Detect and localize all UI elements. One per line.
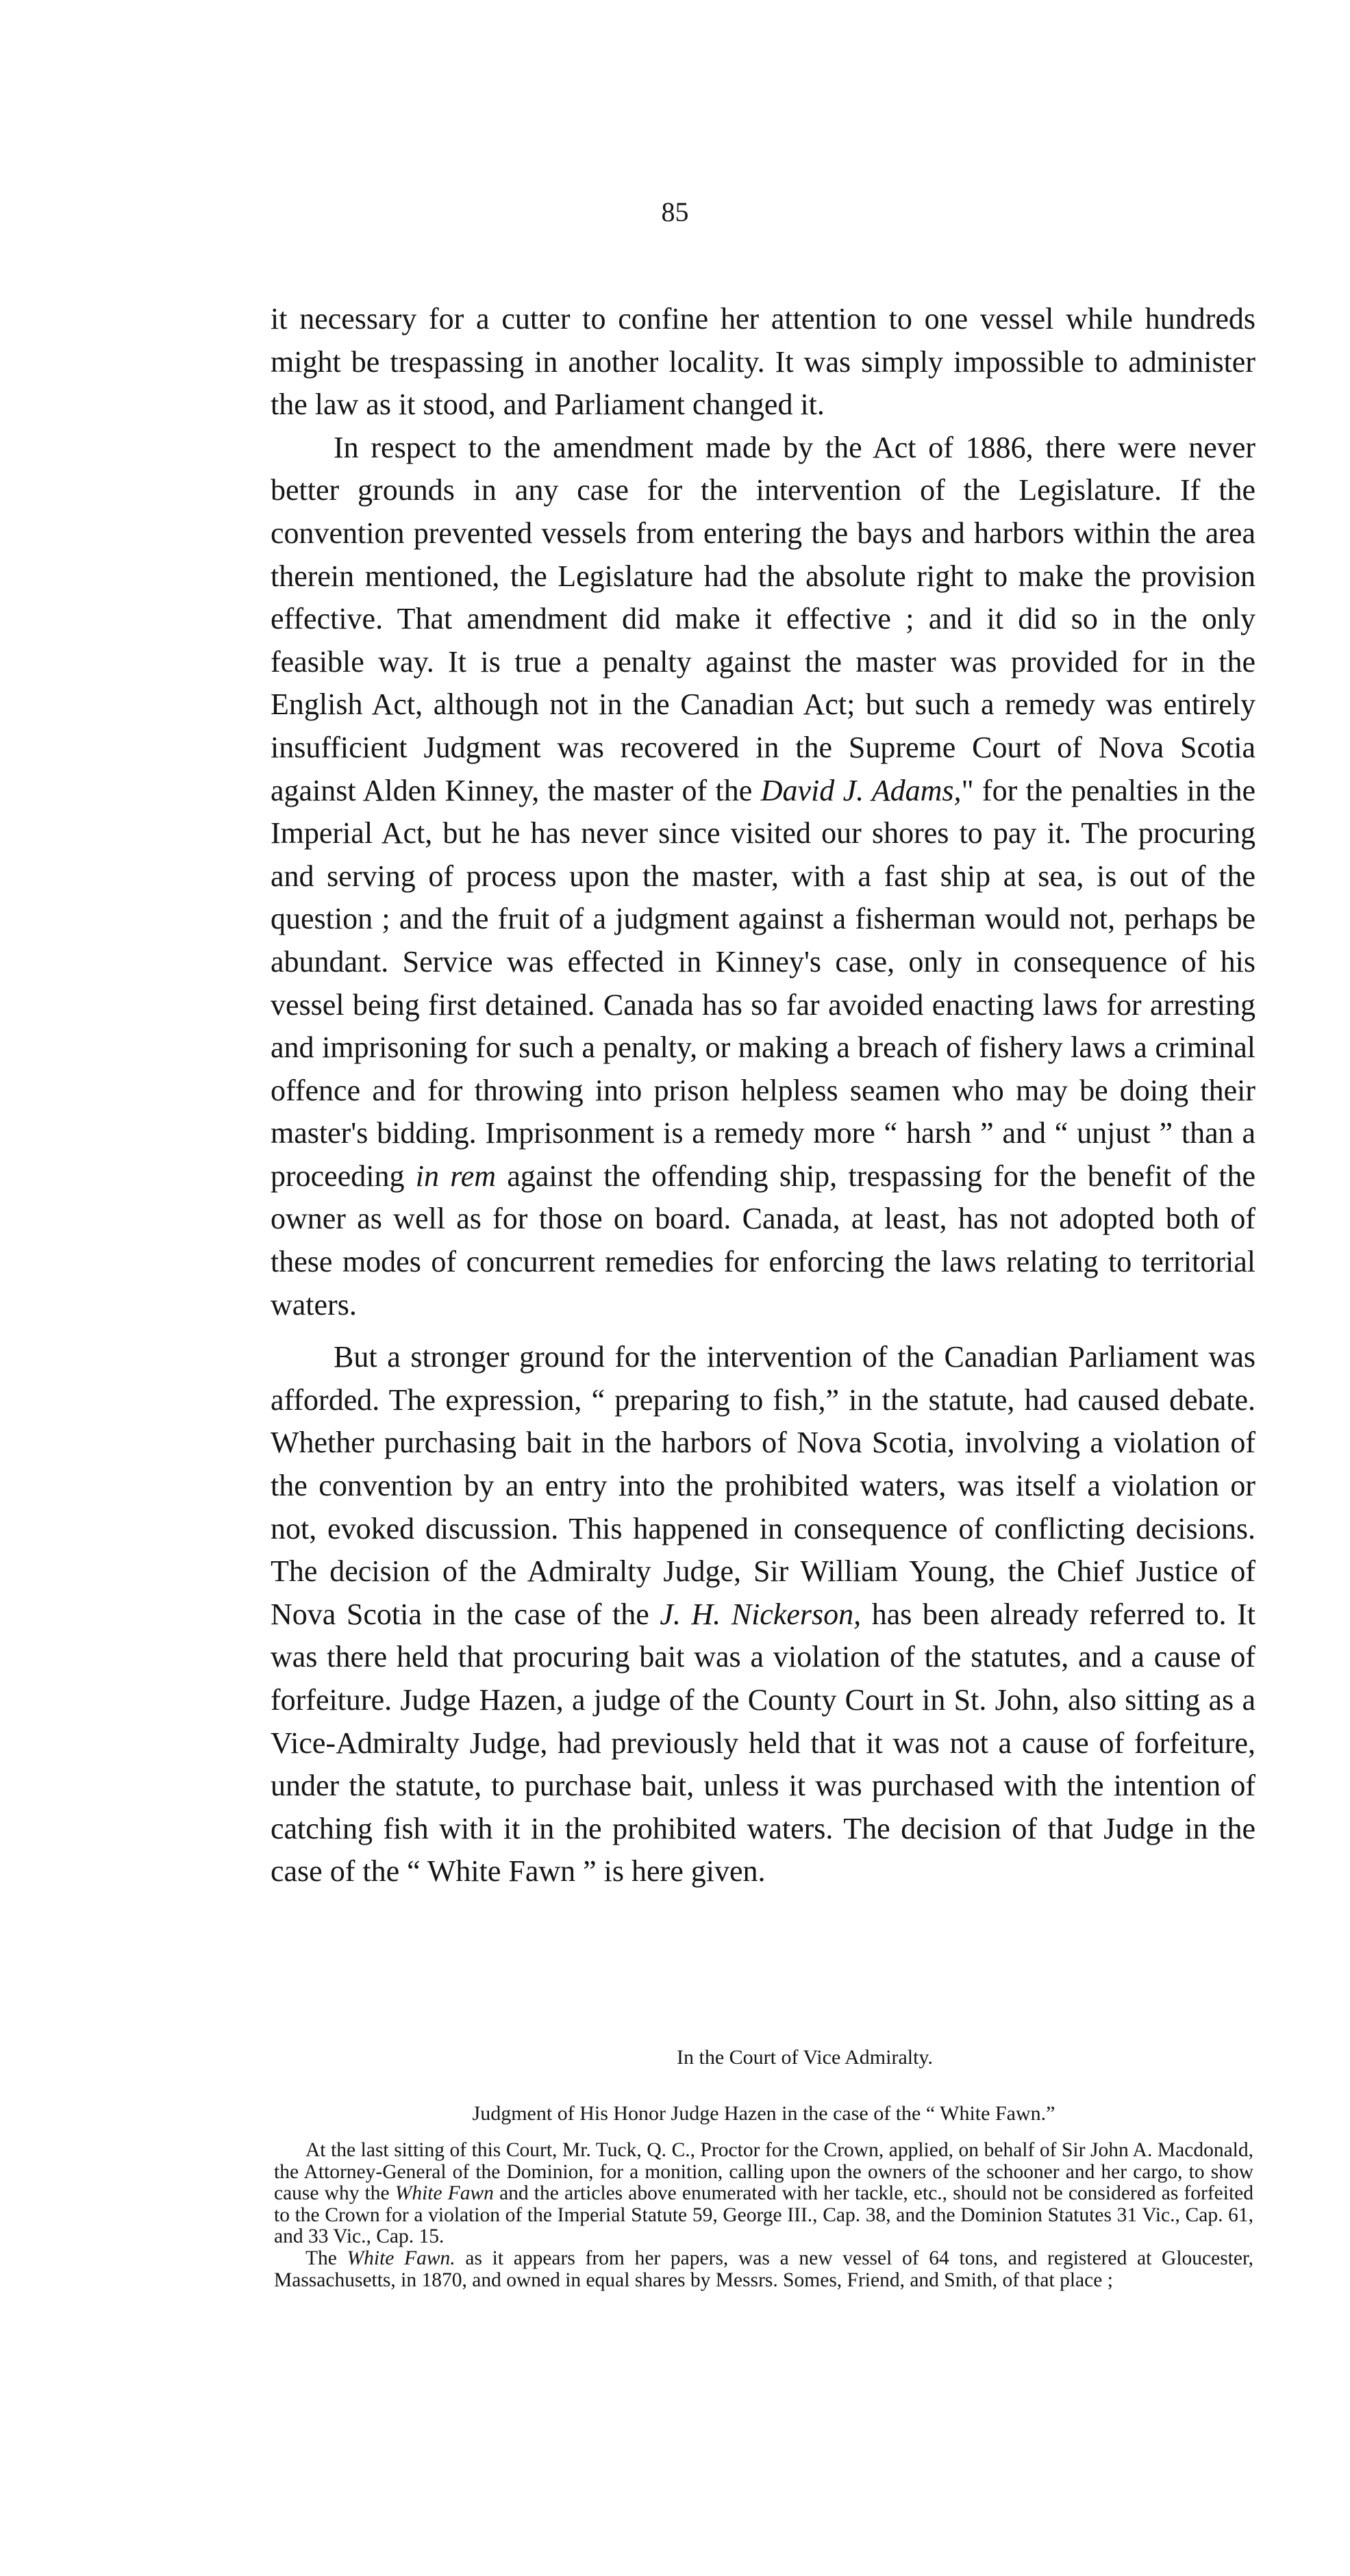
body-paragraph bbox=[271, 298, 1255, 427]
page-number: 85 bbox=[661, 197, 689, 227]
text-run: At the last sitting of this Court, Mr. Tuck, Q. C., Proctor for the Crown, applied, on behalf of Sir John A. Macdonald, the Attorney-General of the Dominion, for a monition, calling upon the owners of the schooner and her cargo, to show cause why the bbox=[274, 2139, 1253, 2205]
text-run: as it appears from her papers, was a new vessel of 64 tons, and registered at Gloucester, Massachusetts, in 1870, and owned in equal shares by Messrs. Somes, Friend, and Smith, of that place ; bbox=[274, 2247, 1254, 2291]
body-paragraph bbox=[271, 427, 1255, 1326]
italic-text: J. H. Nickerson, bbox=[660, 1597, 862, 1631]
text-run: and the articles above enumerated with her tackle, etc., should not be considered as forfeited to the Crown for a violation of the Imperial Statute 59, George III., Cap. 38, and the Dominion Statutes 31 Vic., Cap. 61, and 33 Vic., Cap. 15. bbox=[274, 2182, 1254, 2248]
text-run: In respect to the amendment made by the Act of 1886, there were never better grounds in any case for the intervention of the Legislature. If the convention prevented vessels from entering the bays and harbors within the area therein mentioned, the Legislature had the absolute right to make the provision effective. That amendment did make it effective ; and it did so in the only feasible way. It is true a penalty against the master was provided for in the English Act, although not in the Canadian Act; but such a remedy was entirely insufficient Judgment was recovered in the Supreme Court of Nova Scotia against Alden Kinney, the master of the bbox=[271, 430, 1255, 807]
text-run: " for the penalties in the Imperial Act, but he has never since visited our shores to pay it. The procuring and serving of process upon the master, with a fast ship at sea, is out of the question ; and the fruit of a judgment against a fisherman would not, perhaps be abundant. Service was effected in Kinney's case, only in consequence of his vessel being first detained. Canada has so far avoided enacting laws for arresting and imprisoning for such a penalty, or making a breach of fishery laws a criminal offence and for throwing into prison helpless seamen who may be doing their master's bidding. Imprisonment is a remedy more “ harsh ” and “ unjust ” than a proceeding bbox=[271, 773, 1255, 1193]
italic-text: David J. Adams, bbox=[760, 773, 962, 807]
text-run: has been already referred to. It was there held that procuring bait was a violation of the statutes, and a cause of forfeiture. Judge Hazen, a judge of the County Court in St. John, also sitting as a Vice-Admiralty Judge, had previously held that it was not a cause of forfeiture, under the statute, to purchase bait, unless it was purchased with the intention of catching fish with it in the prohibited waters. The decision of that Judge in the case of the “ White Fawn ” is here given. bbox=[271, 1597, 1255, 1889]
judgment-heading: Judgment of His Honor Judge Hazen in the case of the “ White Fawn.” bbox=[472, 2102, 1055, 2125]
italic-text: White Fawn. bbox=[347, 2247, 455, 2269]
main-text bbox=[271, 298, 1255, 1893]
small-paragraph bbox=[274, 2248, 1253, 2291]
text-run: it necessary for a cutter to confine her attention to one vessel while hundreds might be trespassing in another locality. It was simply impossible to administer the law as it stood, and Parliament changed it. bbox=[271, 302, 1255, 422]
italic-text: in rem bbox=[415, 1159, 497, 1193]
text-run: against the offending ship, trespassing for the benefit of the owner as well as for those on board. Canada, at least, has not adopted both of these modes of concurrent remedies for enforcing the laws relating to territorial waters. bbox=[271, 1159, 1255, 1322]
judgment-excerpt bbox=[274, 2044, 1253, 2291]
small-paragraph bbox=[274, 2140, 1253, 2248]
body-paragraph bbox=[271, 1336, 1255, 1893]
text-run: The bbox=[305, 2247, 347, 2269]
italic-text: White Fawn bbox=[395, 2182, 494, 2205]
court-heading: In the Court of Vice Admiralty. bbox=[677, 2046, 933, 2069]
text-run: But a stronger ground for the intervention of the Canadian Parliament was afforded. The expression, “ preparing to fish,” in the statute, had caused debate. Whether purchasing bait in the harbors of Nova Scotia, involving a violation of the convention by an entry into the prohibited waters, was itself a violation or not, evoked discussion. This happened in consequence of conflicting decisions. The decision of the Admiralty Judge, Sir William Young, the Chief Justice of Nova Scotia in the case of the bbox=[271, 1340, 1255, 1631]
